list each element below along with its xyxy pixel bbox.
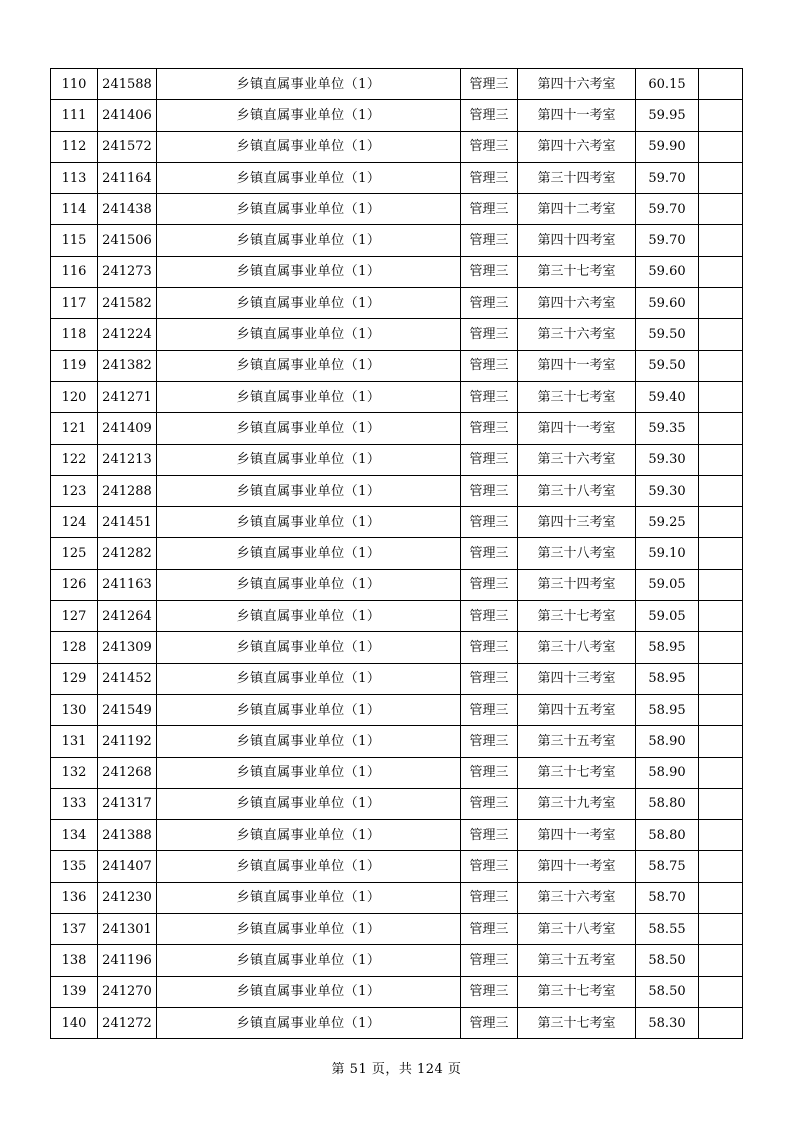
cell-unit-name: 乡镇直属事业单位（1） (157, 726, 461, 757)
cell-seq: 131 (51, 726, 98, 757)
cell-score: 59.30 (636, 444, 699, 475)
cell-position: 管理三 (461, 632, 518, 663)
cell-position: 管理三 (461, 194, 518, 225)
cell-ticket-number: 241164 (98, 162, 157, 193)
cell-remark (699, 413, 743, 444)
table-row (51, 882, 743, 913)
cell-exam-room: 第三十七考室 (518, 976, 636, 1007)
table-row (51, 632, 743, 663)
cell-unit-name: 乡镇直属事业单位（1） (157, 131, 461, 162)
cell-remark (699, 632, 743, 663)
cell-unit-name: 乡镇直属事业单位（1） (157, 69, 461, 100)
cell-position: 管理三 (461, 663, 518, 694)
cell-score: 58.95 (636, 632, 699, 663)
cell-ticket-number: 241301 (98, 914, 157, 945)
cell-exam-room: 第三十八考室 (518, 475, 636, 506)
cell-ticket-number: 241452 (98, 663, 157, 694)
cell-unit-name: 乡镇直属事业单位（1） (157, 757, 461, 788)
cell-score: 59.60 (636, 288, 699, 319)
cell-position: 管理三 (461, 162, 518, 193)
cell-unit-name: 乡镇直属事业单位（1） (157, 663, 461, 694)
cell-unit-name: 乡镇直属事业单位（1） (157, 507, 461, 538)
cell-seq: 121 (51, 413, 98, 444)
cell-remark (699, 538, 743, 569)
cell-unit-name: 乡镇直属事业单位（1） (157, 882, 461, 913)
cell-unit-name: 乡镇直属事业单位（1） (157, 194, 461, 225)
cell-position: 管理三 (461, 914, 518, 945)
cell-remark (699, 381, 743, 412)
cell-seq: 139 (51, 976, 98, 1007)
cell-score: 58.95 (636, 663, 699, 694)
cell-seq: 128 (51, 632, 98, 663)
cell-exam-room: 第四十六考室 (518, 69, 636, 100)
cell-seq: 125 (51, 538, 98, 569)
cell-position: 管理三 (461, 538, 518, 569)
cell-position: 管理三 (461, 694, 518, 725)
cell-unit-name: 乡镇直属事业单位（1） (157, 319, 461, 350)
table-row (51, 757, 743, 788)
cell-score: 59.95 (636, 100, 699, 131)
cell-seq: 124 (51, 507, 98, 538)
cell-position: 管理三 (461, 788, 518, 819)
cell-exam-room: 第四十五考室 (518, 694, 636, 725)
cell-unit-name: 乡镇直属事业单位（1） (157, 945, 461, 976)
cell-position: 管理三 (461, 726, 518, 757)
cell-remark (699, 820, 743, 851)
cell-exam-room: 第四十一考室 (518, 413, 636, 444)
cell-score: 59.35 (636, 413, 699, 444)
cell-unit-name: 乡镇直属事业单位（1） (157, 632, 461, 663)
cell-exam-room: 第三十七考室 (518, 757, 636, 788)
cell-unit-name: 乡镇直属事业单位（1） (157, 601, 461, 632)
cell-position: 管理三 (461, 444, 518, 475)
cell-position: 管理三 (461, 757, 518, 788)
results-table-body (51, 69, 743, 1039)
cell-score: 59.70 (636, 194, 699, 225)
table-row (51, 788, 743, 819)
cell-position: 管理三 (461, 100, 518, 131)
cell-score: 58.70 (636, 882, 699, 913)
cell-position: 管理三 (461, 381, 518, 412)
cell-ticket-number: 241382 (98, 350, 157, 381)
table-row (51, 507, 743, 538)
cell-remark (699, 882, 743, 913)
cell-score: 58.80 (636, 788, 699, 819)
cell-score: 58.50 (636, 945, 699, 976)
cell-exam-room: 第四十一考室 (518, 851, 636, 882)
results-table (50, 68, 743, 1039)
cell-ticket-number: 241588 (98, 69, 157, 100)
cell-remark (699, 350, 743, 381)
cell-score: 58.80 (636, 820, 699, 851)
cell-position: 管理三 (461, 475, 518, 506)
cell-unit-name: 乡镇直属事业单位（1） (157, 694, 461, 725)
table-row (51, 726, 743, 757)
cell-remark (699, 256, 743, 287)
cell-ticket-number: 241388 (98, 820, 157, 851)
cell-seq: 117 (51, 288, 98, 319)
cell-exam-room: 第四十六考室 (518, 288, 636, 319)
cell-ticket-number: 241317 (98, 788, 157, 819)
cell-position: 管理三 (461, 1007, 518, 1038)
cell-exam-room: 第三十四考室 (518, 569, 636, 600)
cell-score: 58.30 (636, 1007, 699, 1038)
cell-score: 59.10 (636, 538, 699, 569)
cell-unit-name: 乡镇直属事业单位（1） (157, 914, 461, 945)
cell-position: 管理三 (461, 976, 518, 1007)
cell-exam-room: 第三十六考室 (518, 882, 636, 913)
cell-seq: 129 (51, 663, 98, 694)
table-row (51, 413, 743, 444)
cell-ticket-number: 241192 (98, 726, 157, 757)
cell-score: 59.30 (636, 475, 699, 506)
cell-unit-name: 乡镇直属事业单位（1） (157, 475, 461, 506)
cell-seq: 126 (51, 569, 98, 600)
cell-unit-name: 乡镇直属事业单位（1） (157, 976, 461, 1007)
cell-seq: 140 (51, 1007, 98, 1038)
cell-exam-room: 第三十七考室 (518, 1007, 636, 1038)
cell-ticket-number: 241406 (98, 100, 157, 131)
cell-remark (699, 507, 743, 538)
cell-unit-name: 乡镇直属事业单位（1） (157, 538, 461, 569)
cell-exam-room: 第三十五考室 (518, 945, 636, 976)
cell-seq: 137 (51, 914, 98, 945)
table-row (51, 569, 743, 600)
table-row (51, 100, 743, 131)
cell-remark (699, 225, 743, 256)
cell-score: 59.50 (636, 350, 699, 381)
cell-unit-name: 乡镇直属事业单位（1） (157, 569, 461, 600)
cell-ticket-number: 241270 (98, 976, 157, 1007)
cell-seq: 112 (51, 131, 98, 162)
cell-ticket-number: 241282 (98, 538, 157, 569)
cell-score: 58.90 (636, 757, 699, 788)
cell-position: 管理三 (461, 131, 518, 162)
cell-seq: 136 (51, 882, 98, 913)
table-row (51, 319, 743, 350)
cell-exam-room: 第三十八考室 (518, 632, 636, 663)
cell-position: 管理三 (461, 288, 518, 319)
cell-ticket-number: 241309 (98, 632, 157, 663)
cell-exam-room: 第四十一考室 (518, 350, 636, 381)
cell-position: 管理三 (461, 882, 518, 913)
cell-seq: 111 (51, 100, 98, 131)
cell-remark (699, 288, 743, 319)
cell-unit-name: 乡镇直属事业单位（1） (157, 256, 461, 287)
cell-score: 59.05 (636, 569, 699, 600)
table-row (51, 131, 743, 162)
cell-ticket-number: 241230 (98, 882, 157, 913)
cell-remark (699, 69, 743, 100)
cell-ticket-number: 241213 (98, 444, 157, 475)
cell-position: 管理三 (461, 945, 518, 976)
cell-seq: 123 (51, 475, 98, 506)
table-row (51, 288, 743, 319)
cell-ticket-number: 241163 (98, 569, 157, 600)
cell-unit-name: 乡镇直属事业单位（1） (157, 225, 461, 256)
cell-exam-room: 第四十一考室 (518, 100, 636, 131)
cell-position: 管理三 (461, 569, 518, 600)
cell-position: 管理三 (461, 851, 518, 882)
cell-exam-room: 第四十一考室 (518, 820, 636, 851)
cell-score: 60.15 (636, 69, 699, 100)
cell-exam-room: 第三十四考室 (518, 162, 636, 193)
cell-exam-room: 第三十八考室 (518, 914, 636, 945)
cell-remark (699, 162, 743, 193)
table-row (51, 851, 743, 882)
cell-ticket-number: 241271 (98, 381, 157, 412)
table-row (51, 381, 743, 412)
table-row (51, 475, 743, 506)
cell-score: 58.55 (636, 914, 699, 945)
cell-remark (699, 475, 743, 506)
cell-remark (699, 601, 743, 632)
cell-exam-room: 第四十四考室 (518, 225, 636, 256)
cell-position: 管理三 (461, 820, 518, 851)
cell-exam-room: 第三十六考室 (518, 319, 636, 350)
cell-seq: 118 (51, 319, 98, 350)
cell-remark (699, 914, 743, 945)
cell-seq: 113 (51, 162, 98, 193)
table-row (51, 945, 743, 976)
cell-ticket-number: 241407 (98, 851, 157, 882)
table-row (51, 225, 743, 256)
cell-unit-name: 乡镇直属事业单位（1） (157, 851, 461, 882)
cell-remark (699, 663, 743, 694)
cell-position: 管理三 (461, 350, 518, 381)
table-row (51, 256, 743, 287)
cell-seq: 119 (51, 350, 98, 381)
cell-unit-name: 乡镇直属事业单位（1） (157, 788, 461, 819)
cell-position: 管理三 (461, 256, 518, 287)
cell-ticket-number: 241288 (98, 475, 157, 506)
cell-position: 管理三 (461, 69, 518, 100)
cell-exam-room: 第四十二考室 (518, 194, 636, 225)
cell-remark (699, 319, 743, 350)
cell-unit-name: 乡镇直属事业单位（1） (157, 350, 461, 381)
cell-ticket-number: 241224 (98, 319, 157, 350)
cell-ticket-number: 241268 (98, 757, 157, 788)
cell-remark (699, 569, 743, 600)
cell-seq: 122 (51, 444, 98, 475)
cell-remark (699, 976, 743, 1007)
cell-exam-room: 第三十五考室 (518, 726, 636, 757)
cell-ticket-number: 241272 (98, 1007, 157, 1038)
cell-position: 管理三 (461, 601, 518, 632)
cell-score: 59.60 (636, 256, 699, 287)
cell-unit-name: 乡镇直属事业单位（1） (157, 162, 461, 193)
table-row (51, 69, 743, 100)
cell-seq: 130 (51, 694, 98, 725)
cell-seq: 135 (51, 851, 98, 882)
cell-position: 管理三 (461, 507, 518, 538)
cell-exam-room: 第三十七考室 (518, 256, 636, 287)
cell-unit-name: 乡镇直属事业单位（1） (157, 820, 461, 851)
cell-ticket-number: 241582 (98, 288, 157, 319)
table-row (51, 914, 743, 945)
table-row (51, 162, 743, 193)
table-row (51, 694, 743, 725)
cell-score: 59.40 (636, 381, 699, 412)
cell-score: 59.05 (636, 601, 699, 632)
cell-score: 59.50 (636, 319, 699, 350)
table-row (51, 1007, 743, 1038)
table-row (51, 820, 743, 851)
cell-seq: 120 (51, 381, 98, 412)
cell-exam-room: 第三十九考室 (518, 788, 636, 819)
cell-remark (699, 726, 743, 757)
cell-remark (699, 694, 743, 725)
cell-exam-room: 第三十六考室 (518, 444, 636, 475)
cell-position: 管理三 (461, 225, 518, 256)
cell-ticket-number: 241506 (98, 225, 157, 256)
cell-ticket-number: 241264 (98, 601, 157, 632)
cell-seq: 133 (51, 788, 98, 819)
cell-score: 59.90 (636, 131, 699, 162)
cell-ticket-number: 241273 (98, 256, 157, 287)
cell-ticket-number: 241549 (98, 694, 157, 725)
cell-score: 59.25 (636, 507, 699, 538)
cell-remark (699, 100, 743, 131)
cell-remark (699, 194, 743, 225)
cell-remark (699, 131, 743, 162)
page-number-footer: 第 51 页，共 124 页 (331, 1062, 462, 1077)
table-row (51, 350, 743, 381)
cell-exam-room: 第四十三考室 (518, 663, 636, 694)
cell-score: 58.95 (636, 694, 699, 725)
cell-ticket-number: 241409 (98, 413, 157, 444)
table-row (51, 601, 743, 632)
table-row (51, 976, 743, 1007)
cell-seq: 116 (51, 256, 98, 287)
cell-exam-room: 第四十三考室 (518, 507, 636, 538)
cell-score: 59.70 (636, 162, 699, 193)
cell-unit-name: 乡镇直属事业单位（1） (157, 444, 461, 475)
table-row (51, 538, 743, 569)
cell-seq: 114 (51, 194, 98, 225)
cell-seq: 134 (51, 820, 98, 851)
cell-score: 58.75 (636, 851, 699, 882)
cell-remark (699, 945, 743, 976)
table-row (51, 194, 743, 225)
cell-ticket-number: 241438 (98, 194, 157, 225)
cell-seq: 127 (51, 601, 98, 632)
table-row (51, 663, 743, 694)
cell-remark (699, 851, 743, 882)
cell-seq: 138 (51, 945, 98, 976)
cell-ticket-number: 241196 (98, 945, 157, 976)
cell-unit-name: 乡镇直属事业单位（1） (157, 413, 461, 444)
cell-seq: 110 (51, 69, 98, 100)
cell-position: 管理三 (461, 413, 518, 444)
cell-remark (699, 444, 743, 475)
cell-score: 59.70 (636, 225, 699, 256)
cell-unit-name: 乡镇直属事业单位（1） (157, 100, 461, 131)
cell-exam-room: 第四十六考室 (518, 131, 636, 162)
cell-exam-room: 第三十八考室 (518, 538, 636, 569)
cell-remark (699, 757, 743, 788)
cell-exam-room: 第三十七考室 (518, 381, 636, 412)
cell-unit-name: 乡镇直属事业单位（1） (157, 1007, 461, 1038)
cell-ticket-number: 241451 (98, 507, 157, 538)
cell-position: 管理三 (461, 319, 518, 350)
cell-remark (699, 1007, 743, 1038)
cell-unit-name: 乡镇直属事业单位（1） (157, 381, 461, 412)
cell-seq: 115 (51, 225, 98, 256)
table-row (51, 444, 743, 475)
cell-ticket-number: 241572 (98, 131, 157, 162)
cell-seq: 132 (51, 757, 98, 788)
cell-remark (699, 788, 743, 819)
cell-score: 58.90 (636, 726, 699, 757)
cell-unit-name: 乡镇直属事业单位（1） (157, 288, 461, 319)
cell-score: 58.50 (636, 976, 699, 1007)
cell-exam-room: 第三十七考室 (518, 601, 636, 632)
